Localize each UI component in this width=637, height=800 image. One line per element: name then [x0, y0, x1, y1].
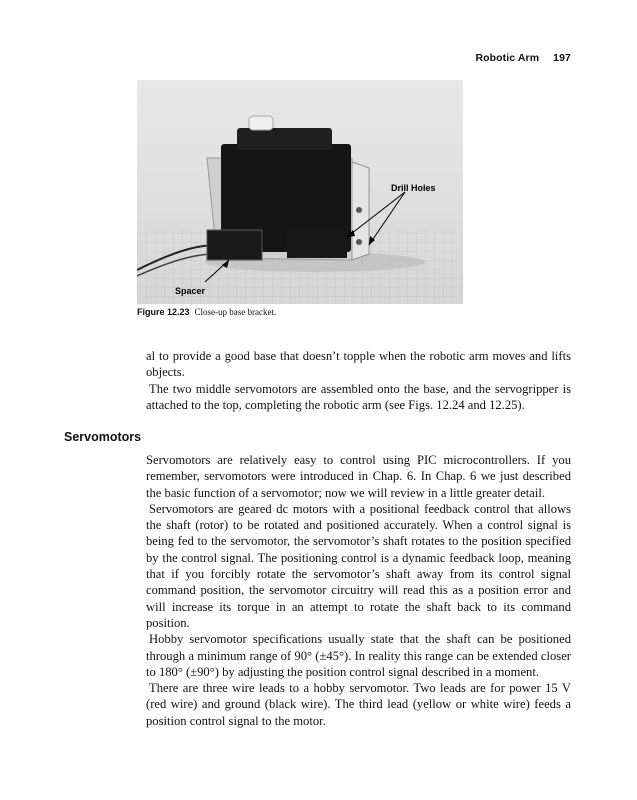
running-header [475, 52, 571, 64]
page-number: 197 [553, 52, 571, 64]
figure-caption-text: Close-up base bracket. [194, 307, 277, 317]
paragraph: There are three wire leads to a hobby servomotor. Two leads are for power 15 V (red wire) and ground (black wire). The third lead (yellow or white wire) feeds a position control signal to the motor. [146, 681, 571, 728]
drill-hole-2 [356, 239, 362, 245]
drill-hole-1 [356, 207, 362, 213]
label-spacer: Spacer [175, 286, 206, 296]
section-body [146, 452, 571, 729]
spacer-block [207, 230, 262, 260]
paragraph: Servomotors are geared dc motors with a positional feedback control that allows the shaft (rotor) to be rotated and positioned accurately. When a control signal is being fed to the servomotor, the servomotor’s shaft rotates to the position specified by the control signal. The positioning control is a dynamic feedback loop, meaning that if you forcibly rotate the servomotor’s shaft away from its control signal command position, the servomotor circuitry will read this as a position error and will increase its torque in an attempt to rotate the shaft back to its command position. [146, 501, 571, 630]
base-block [287, 230, 347, 258]
paragraph: Servomotors are relatively easy to control using PIC microcontrollers. If you remember, servomotors were introduced in Chap. 6. In Chap. 6 we just described the basic function of a servomotor; now we will review in a little greater detail. [146, 453, 571, 500]
running-header-title: Robotic Arm [475, 52, 540, 64]
servo-horn [249, 116, 273, 130]
servo-top [237, 128, 332, 150]
figure-caption-number: Figure 12.23 [137, 307, 190, 317]
paragraph: The two middle servomotors are assembled onto the base, and the servogripper is attached to the top, completing the robotic arm (see Figs. 12.24 and 12.25). [146, 381, 571, 412]
paragraph: Hobby servomotor specifications usually state that the shaft can be positioned through a minimum range of 90° (±45°). In reality this range can be extended closer to 180° (±90°) by adjusting the position control signal described in a moment. [146, 632, 571, 679]
figure-photo [137, 80, 463, 304]
label-drill-holes: Drill Holes [391, 183, 436, 193]
paragraph: al to provide a good base that doesn’t topple when the robotic arm moves and lifts objects. [146, 349, 571, 380]
figure-caption [137, 307, 276, 317]
base-bracket-photo [137, 80, 463, 304]
continuation-text [146, 348, 571, 413]
section-heading: Servomotors [64, 430, 142, 444]
